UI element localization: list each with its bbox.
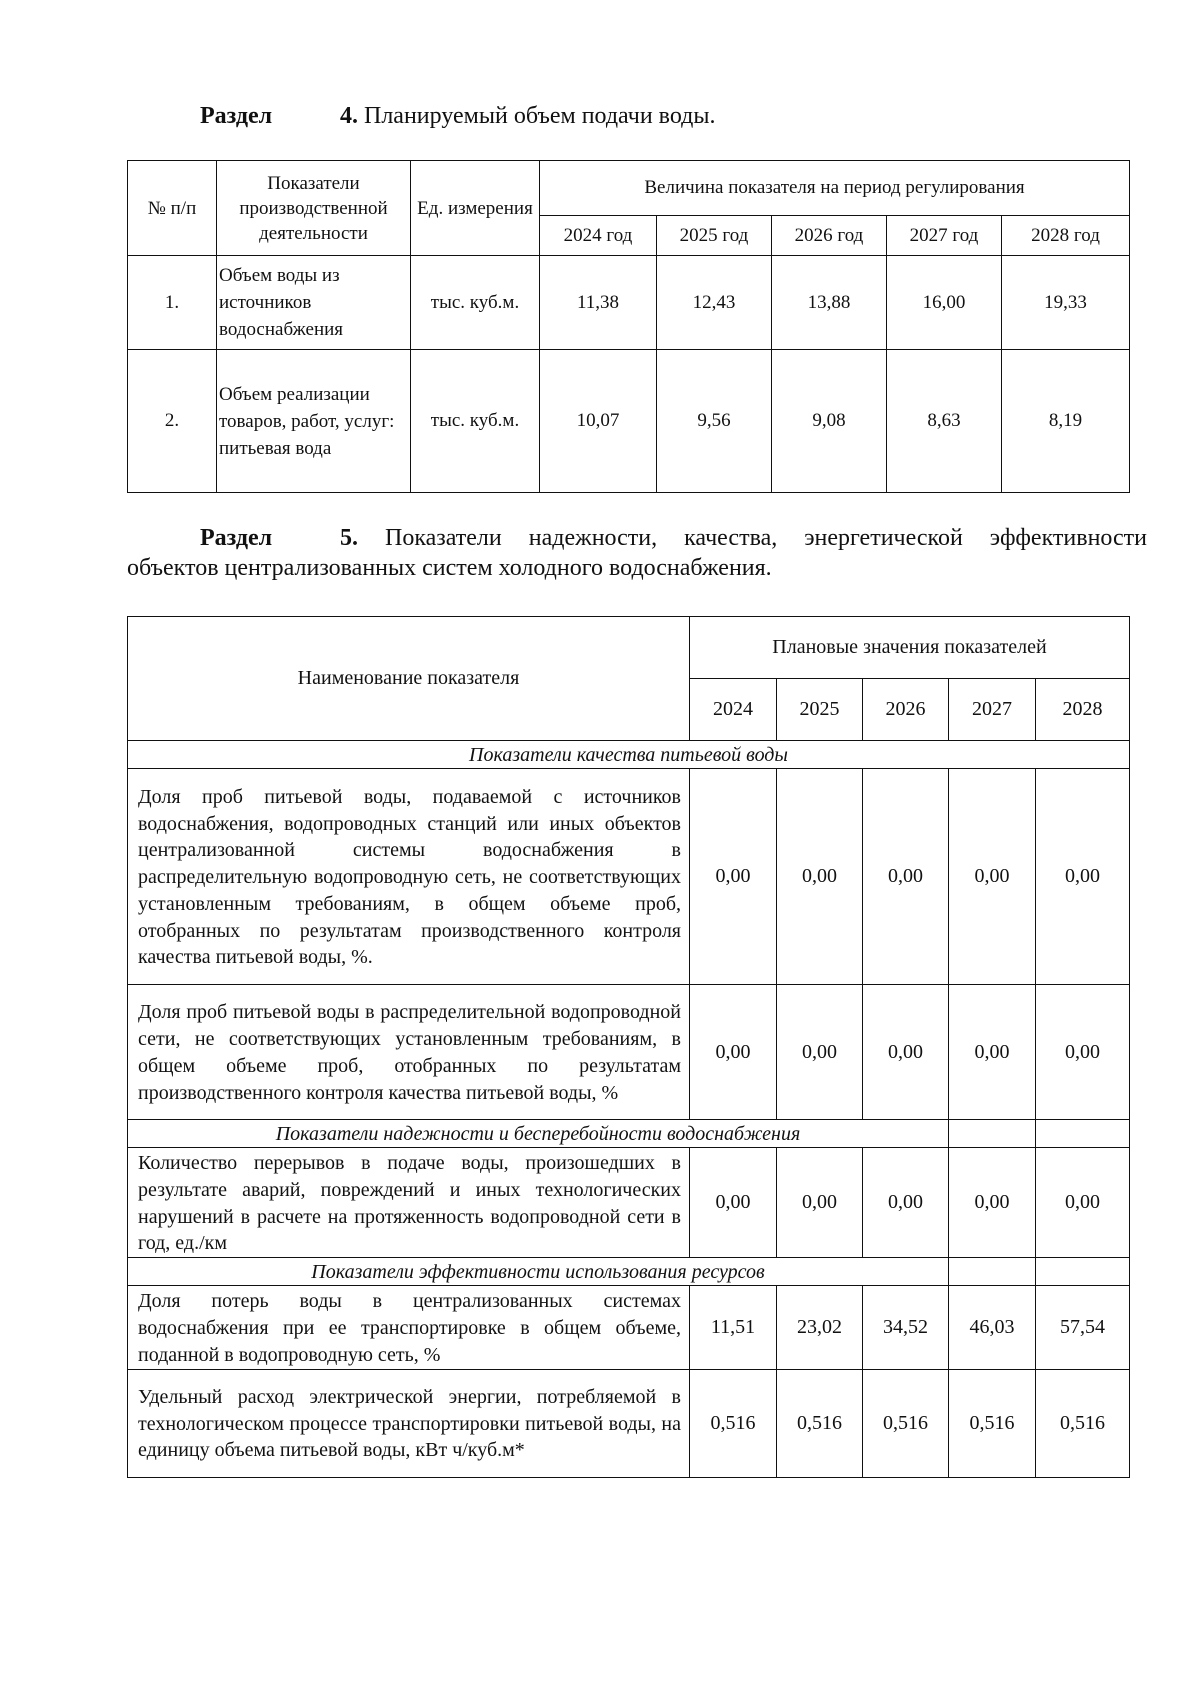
- row-value: 11,38: [540, 256, 657, 350]
- section-4-number: 4.: [340, 103, 358, 129]
- table-row: [128, 769, 1130, 985]
- header-planned-values: Плановые значения показателей: [690, 617, 1130, 679]
- table-row: [128, 1369, 1130, 1477]
- indicator-value: 0,00: [949, 985, 1036, 1120]
- header-year: 2025 год: [657, 216, 772, 256]
- indicator-value: 0,00: [863, 769, 949, 985]
- row-unit: тыс. куб.м.: [411, 256, 540, 350]
- table-row: [128, 985, 1130, 1120]
- table-row: [128, 1148, 1130, 1258]
- header-indicator: Показатели производственной деятельности: [217, 161, 411, 256]
- header-year: 2024 год: [540, 216, 657, 256]
- indicator-value: 0,00: [949, 1148, 1036, 1258]
- row-value: 16,00: [887, 256, 1002, 350]
- indicator-value: 0,00: [690, 1148, 777, 1258]
- header-unit: Ед. измерения: [411, 161, 540, 256]
- indicator-value: 0,00: [1036, 769, 1130, 985]
- indicator-value: 23,02: [777, 1286, 863, 1369]
- header-num: № п/п: [128, 161, 217, 256]
- indicator-name: Доля проб питьевой воды, подаваемой с источников водоснабжения, водопроводных станций или иных объектов централизованной системы водоснабжения в распределительную водопроводную сеть, не соответствующих установленным требованиям, в общем объеме проб, отобранных по результатам производственного контроля качества питьевой воды, %.: [128, 769, 690, 985]
- section-5-title-line1: Показатели надежности, качества, энергетической эффективности: [385, 525, 1147, 551]
- empty-cell: [1036, 1120, 1130, 1148]
- indicator-value: 0,00: [863, 985, 949, 1120]
- section-5-title-line2: объектов централизованных систем холодного водоснабжения.: [127, 555, 772, 581]
- table-row: [128, 256, 1130, 350]
- row-value: 10,07: [540, 350, 657, 493]
- header-year: 2028 год: [1002, 216, 1130, 256]
- indicator-value: 11,51: [690, 1286, 777, 1369]
- indicator-value: 0,00: [777, 769, 863, 985]
- row-num: 1.: [128, 256, 217, 350]
- indicator-value: 0,00: [863, 1148, 949, 1258]
- header-year: 2027: [949, 679, 1036, 741]
- row-name: Объем реализации товаров, работ, услуг: питьевая вода: [217, 350, 411, 493]
- indicator-value: 0,00: [690, 985, 777, 1120]
- indicator-value: 0,516: [949, 1369, 1036, 1477]
- indicator-value: 0,00: [1036, 1148, 1130, 1258]
- empty-cell: [949, 1258, 1036, 1286]
- section-5-heading: [127, 523, 1147, 583]
- indicator-name: Доля проб питьевой воды в распределительной водопроводной сети, не соответствующих установленным требованиям, в общем объеме проб, отобранных по результатам производственного контроля качества питьевой воды, %: [128, 985, 690, 1120]
- section-5-number: 5.: [340, 525, 358, 551]
- header-year: 2026: [863, 679, 949, 741]
- water-supply-volume-table: [127, 160, 1130, 493]
- indicator-name: Удельный расход электрической энергии, потребляемой в технологическом процессе транспортировки питьевой воды, на единицу объема питьевой воды, кВт ч/куб.м*: [128, 1369, 690, 1477]
- group-title: Показатели качества питьевой воды: [128, 741, 1130, 769]
- section-5-label: Раздел: [200, 525, 273, 551]
- header-year: 2027 год: [887, 216, 1002, 256]
- section-4-title: Планируемый объем подачи воды.: [364, 103, 716, 129]
- indicator-value: 0,00: [690, 769, 777, 985]
- indicator-name: Количество перерывов в подаче воды, произошедших в результате аварий, повреждений и иных технологических нарушений в расчете на протяженность водопроводной сети в год, ед./км: [128, 1148, 690, 1258]
- header-year: 2024: [690, 679, 777, 741]
- row-value: 19,33: [1002, 256, 1130, 350]
- indicator-value: 0,00: [777, 1148, 863, 1258]
- table-row: [128, 1286, 1130, 1369]
- header-year: 2026 год: [772, 216, 887, 256]
- indicator-value: 0,516: [863, 1369, 949, 1477]
- indicator-value: 0,00: [949, 769, 1036, 985]
- row-unit: тыс. куб.м.: [411, 350, 540, 493]
- indicator-name: Доля потерь воды в централизованных системах водоснабжения при ее транспортировке в общем объеме, поданной в водопроводную сеть, %: [128, 1286, 690, 1369]
- indicator-value: 0,00: [777, 985, 863, 1120]
- indicator-value: 57,54: [1036, 1286, 1130, 1369]
- group-title: Показатели надежности и бесперебойности водоснабжения: [128, 1120, 949, 1148]
- reliability-quality-table: [127, 616, 1130, 1478]
- row-value: 8,19: [1002, 350, 1130, 493]
- row-num: 2.: [128, 350, 217, 493]
- empty-cell: [949, 1120, 1036, 1148]
- indicator-value: 34,52: [863, 1286, 949, 1369]
- indicator-value: 0,516: [777, 1369, 863, 1477]
- indicator-value: 0,00: [1036, 985, 1130, 1120]
- section-4-heading: [200, 101, 715, 131]
- row-value: 13,88: [772, 256, 887, 350]
- header-year: 2025: [777, 679, 863, 741]
- row-value: 9,56: [657, 350, 772, 493]
- group-title: Показатели эффективности использования ресурсов: [128, 1258, 949, 1286]
- header-indicator-name: Наименование показателя: [128, 617, 690, 741]
- empty-cell: [1036, 1258, 1130, 1286]
- row-value: 12,43: [657, 256, 772, 350]
- indicator-value: 0,516: [690, 1369, 777, 1477]
- indicator-value: 46,03: [949, 1286, 1036, 1369]
- row-value: 8,63: [887, 350, 1002, 493]
- section-4-label: Раздел: [200, 103, 273, 129]
- row-name: Объем воды из источников водоснабжения: [217, 256, 411, 350]
- row-value: 9,08: [772, 350, 887, 493]
- header-year: 2028: [1036, 679, 1130, 741]
- indicator-value: 0,516: [1036, 1369, 1130, 1477]
- table-row: [128, 350, 1130, 493]
- header-period: Величина показателя на период регулирования: [540, 161, 1130, 216]
